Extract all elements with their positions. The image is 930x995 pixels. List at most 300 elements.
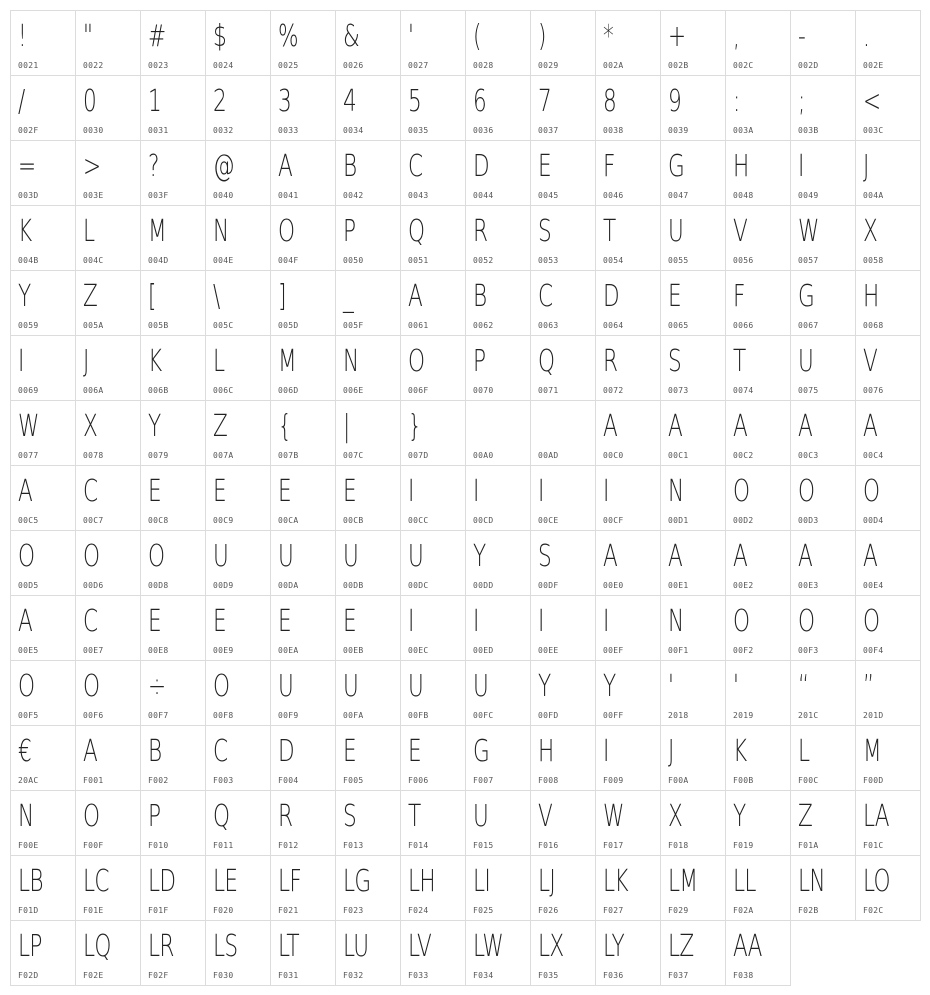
- glyph-cell: [140, 920, 206, 986]
- glyph-cell: [725, 270, 791, 336]
- glyph-sample: E: [148, 474, 161, 509]
- glyph-cell: [855, 270, 921, 336]
- glyph-sample: Y: [18, 279, 31, 314]
- glyph-codepoint: 00C1: [668, 451, 689, 460]
- glyph-codepoint: 004A: [863, 191, 884, 200]
- glyph-codepoint: 0027: [408, 61, 429, 70]
- glyph-sample: *: [603, 19, 614, 54]
- glyph-cell: [205, 270, 271, 336]
- glyph-cell: [10, 790, 76, 856]
- glyph-cell: [335, 400, 401, 466]
- glyph-sample: C: [408, 149, 423, 184]
- glyph-codepoint: 0044: [473, 191, 494, 200]
- glyph-codepoint: 0036: [473, 126, 494, 135]
- glyph-codepoint: F024: [408, 906, 429, 915]
- glyph-cell: [400, 400, 466, 466]
- glyph-sample: R: [603, 344, 618, 379]
- glyph-codepoint: F00F: [83, 841, 104, 850]
- glyph-cell: [75, 790, 141, 856]
- glyph-codepoint: 00F5: [18, 711, 39, 720]
- glyph-sample: LO: [863, 864, 890, 899]
- glyph-cell: [205, 530, 271, 596]
- glyph-codepoint: 0056: [733, 256, 754, 265]
- glyph-sample: 5: [408, 84, 422, 119]
- glyph-cell: [790, 660, 856, 726]
- glyph-cell: [335, 465, 401, 531]
- glyph-sample: K: [148, 344, 162, 379]
- glyph-codepoint: F023: [343, 906, 364, 915]
- glyph-cell: [725, 725, 791, 791]
- glyph-cell: [205, 75, 271, 141]
- glyph-codepoint: 00E3: [798, 581, 819, 590]
- glyph-cell: [725, 10, 791, 76]
- glyph-cell: [790, 855, 856, 921]
- glyph-codepoint: F036: [603, 971, 624, 980]
- glyph-codepoint: 00DF: [538, 581, 559, 590]
- glyph-sample: H: [863, 279, 879, 314]
- glyph-sample: (: [473, 19, 481, 54]
- glyph-sample: LM: [668, 864, 698, 899]
- glyph-cell: [205, 10, 271, 76]
- glyph-cell: [530, 725, 596, 791]
- glyph-cell: [725, 465, 791, 531]
- glyph-sample: ": [83, 19, 93, 54]
- glyph-sample: AA: [733, 929, 762, 964]
- glyph-sample: N: [668, 604, 684, 639]
- glyph-sample: LT: [278, 929, 299, 964]
- glyph-cell: [530, 855, 596, 921]
- glyph-cell: [205, 140, 271, 206]
- glyph-cell: [335, 660, 401, 726]
- glyph-codepoint: 0025: [278, 61, 299, 70]
- glyph-codepoint: 00FC: [473, 711, 494, 720]
- glyph-sample: I: [603, 604, 609, 639]
- glyph-cell: [790, 595, 856, 661]
- glyph-codepoint: 0043: [408, 191, 429, 200]
- glyph-cell: [595, 725, 661, 791]
- glyph-sample: D: [603, 279, 619, 314]
- glyph-sample: U: [408, 669, 424, 704]
- glyph-codepoint: 0067: [798, 321, 819, 330]
- glyph-codepoint: 00DD: [473, 581, 494, 590]
- glyph-sample: LV: [408, 929, 432, 964]
- glyph-cell: [660, 725, 726, 791]
- glyph-codepoint: 007A: [213, 451, 234, 460]
- glyph-sample: E: [343, 604, 356, 639]
- glyph-sample: A: [18, 604, 33, 639]
- glyph-sample: LP: [18, 929, 42, 964]
- glyph-codepoint: 003D: [18, 191, 39, 200]
- glyph-sample: C: [83, 604, 98, 639]
- glyph-sample: +: [668, 19, 686, 54]
- glyph-cell: [205, 920, 271, 986]
- glyph-cell: [10, 75, 76, 141]
- glyph-codepoint: 00D5: [18, 581, 39, 590]
- glyph-codepoint: F005: [343, 776, 364, 785]
- glyph-sample: X: [83, 409, 98, 444]
- glyph-codepoint: 0072: [603, 386, 624, 395]
- glyph-sample: I: [798, 149, 804, 184]
- glyph-codepoint: 00C7: [83, 516, 104, 525]
- glyph-codepoint: 007C: [343, 451, 364, 460]
- glyph-cell: [335, 530, 401, 596]
- glyph-codepoint: F031: [278, 971, 299, 980]
- glyph-cell: [205, 465, 271, 531]
- glyph-cell: [725, 140, 791, 206]
- glyph-codepoint: 00C4: [863, 451, 884, 460]
- glyph-cell: [335, 335, 401, 401]
- glyph-codepoint: 004D: [148, 256, 169, 265]
- glyph-sample: Y: [148, 409, 161, 444]
- glyph-cell: [335, 140, 401, 206]
- glyph-sample: J: [668, 734, 674, 769]
- glyph-codepoint: 00FA: [343, 711, 364, 720]
- glyph-codepoint: 00EC: [408, 646, 429, 655]
- glyph-codepoint: F032: [343, 971, 364, 980]
- glyph-cell: [725, 75, 791, 141]
- glyph-codepoint: 0050: [343, 256, 364, 265]
- glyph-codepoint: F02B: [798, 906, 819, 915]
- glyph-sample: X: [863, 214, 878, 249]
- glyph-codepoint: 00EB: [343, 646, 364, 655]
- glyph-cell: [75, 725, 141, 791]
- glyph-cell: [335, 205, 401, 271]
- glyph-codepoint: F034: [473, 971, 494, 980]
- glyph-cell: [10, 10, 76, 76]
- glyph-codepoint: 0031: [148, 126, 169, 135]
- glyph-codepoint: 00D2: [733, 516, 754, 525]
- glyph-sample: LQ: [83, 929, 111, 964]
- glyph-cell: [270, 920, 336, 986]
- glyph-cell: [530, 660, 596, 726]
- glyph-sample: LR: [148, 929, 174, 964]
- glyph-sample: U: [278, 669, 294, 704]
- glyph-sample: Z: [83, 279, 98, 314]
- glyph-cell: [75, 75, 141, 141]
- glyph-codepoint: 00C8: [148, 516, 169, 525]
- glyph-sample: Y: [538, 669, 551, 704]
- glyph-codepoint: 00DA: [278, 581, 299, 590]
- glyph-codepoint: 0053: [538, 256, 559, 265]
- glyph-codepoint: 00CA: [278, 516, 299, 525]
- glyph-sample: €: [18, 734, 32, 769]
- glyph-codepoint: 0070: [473, 386, 494, 395]
- glyph-sample: E: [278, 474, 291, 509]
- glyph-sample: ]: [278, 279, 286, 314]
- glyph-cell: [335, 725, 401, 791]
- glyph-cell: [530, 10, 596, 76]
- glyph-codepoint: 00FB: [408, 711, 429, 720]
- glyph-sample: ;: [798, 84, 805, 119]
- glyph-sample: K: [18, 214, 32, 249]
- glyph-cell: [595, 530, 661, 596]
- glyph-codepoint: 003E: [83, 191, 104, 200]
- glyph-sample: A: [278, 149, 293, 184]
- glyph-sample: Q: [213, 799, 230, 834]
- glyph-cell: [270, 140, 336, 206]
- glyph-sample: I: [603, 474, 609, 509]
- glyph-codepoint: 00E8: [148, 646, 169, 655]
- glyph-sample: M: [863, 734, 881, 769]
- glyph-cell: [530, 530, 596, 596]
- glyph-sample: N: [18, 799, 34, 834]
- glyph-cell: [465, 400, 531, 466]
- glyph-cell: [75, 855, 141, 921]
- glyph-cell: [790, 530, 856, 596]
- glyph-sample: J: [83, 344, 89, 379]
- glyph-cell: [400, 920, 466, 986]
- glyph-cell: [75, 660, 141, 726]
- glyph-sample: LI: [473, 864, 490, 899]
- glyph-codepoint: F02F: [148, 971, 169, 980]
- glyph-codepoint: 00C0: [603, 451, 624, 460]
- glyph-codepoint: 00C3: [798, 451, 819, 460]
- glyph-sample: U: [473, 669, 489, 704]
- glyph-cell: [205, 790, 271, 856]
- glyph-codepoint: 0029: [538, 61, 559, 70]
- glyph-codepoint: F01A: [798, 841, 819, 850]
- glyph-cell: [75, 920, 141, 986]
- glyph-cell: [595, 75, 661, 141]
- glyph-codepoint: 00C2: [733, 451, 754, 460]
- glyph-codepoint: F013: [343, 841, 364, 850]
- glyph-codepoint: 0048: [733, 191, 754, 200]
- glyph-sample: =: [18, 149, 36, 184]
- glyph-codepoint: 007B: [278, 451, 299, 460]
- glyph-codepoint: 201D: [863, 711, 884, 720]
- glyph-sample: I: [603, 734, 609, 769]
- glyph-cell: [205, 595, 271, 661]
- glyph-codepoint: 002E: [863, 61, 884, 70]
- glyph-sample: LW: [473, 929, 503, 964]
- glyph-codepoint: 002A: [603, 61, 624, 70]
- glyph-codepoint: 0037: [538, 126, 559, 135]
- glyph-cell: [335, 595, 401, 661]
- glyph-cell: [660, 855, 726, 921]
- glyph-sample: LU: [343, 929, 369, 964]
- glyph-codepoint: 00C5: [18, 516, 39, 525]
- glyph-codepoint: F030: [213, 971, 234, 980]
- glyph-codepoint: 003B: [798, 126, 819, 135]
- glyph-codepoint: 0051: [408, 256, 429, 265]
- glyph-sample: LD: [148, 864, 176, 899]
- glyph-sample: O: [148, 539, 165, 574]
- glyph-codepoint: F037: [668, 971, 689, 980]
- glyph-cell: [400, 530, 466, 596]
- glyph-cell: [205, 335, 271, 401]
- glyph-codepoint: F015: [473, 841, 494, 850]
- glyph-sample: LB: [18, 864, 43, 899]
- glyph-cell: [855, 140, 921, 206]
- glyph-sample: LJ: [538, 864, 555, 899]
- glyph-cell: [140, 855, 206, 921]
- glyph-sample: W: [18, 409, 39, 444]
- glyph-cell: [10, 660, 76, 726]
- glyph-sample: O: [798, 604, 815, 639]
- glyph-cell: [725, 660, 791, 726]
- glyph-codepoint: F01D: [18, 906, 39, 915]
- glyph-cell: [465, 270, 531, 336]
- glyph-codepoint: F02A: [733, 906, 754, 915]
- glyph-cell: [595, 465, 661, 531]
- glyph-sample: Z: [798, 799, 813, 834]
- glyph-sample: N: [343, 344, 359, 379]
- glyph-cell: [595, 335, 661, 401]
- glyph-codepoint: 0062: [473, 321, 494, 330]
- glyph-codepoint: F01F: [148, 906, 169, 915]
- glyph-sample: A: [408, 279, 423, 314]
- glyph-cell: [400, 205, 466, 271]
- glyph-codepoint: 0021: [18, 61, 39, 70]
- glyph-cell: [140, 335, 206, 401]
- glyph-codepoint: F010: [148, 841, 169, 850]
- glyph-cell: [790, 140, 856, 206]
- glyph-cell: [790, 790, 856, 856]
- glyph-codepoint: 0032: [213, 126, 234, 135]
- glyph-cell: [725, 335, 791, 401]
- glyph-codepoint: 0076: [863, 386, 884, 395]
- glyph-cell: [10, 205, 76, 271]
- glyph-cell: [10, 855, 76, 921]
- glyph-sample: I: [538, 474, 544, 509]
- glyph-sample: G: [798, 279, 815, 314]
- glyph-sample: P: [343, 214, 356, 249]
- glyph-cell: [10, 725, 76, 791]
- glyph-cell: [10, 920, 76, 986]
- glyph-codepoint: 0038: [603, 126, 624, 135]
- glyph-cell: [400, 660, 466, 726]
- glyph-sample: Z: [213, 409, 228, 444]
- glyph-sample: :: [733, 84, 740, 119]
- glyph-codepoint: 0079: [148, 451, 169, 460]
- glyph-codepoint: F00B: [733, 776, 754, 785]
- glyph-sample: LA: [863, 799, 889, 834]
- glyph-codepoint: 00F8: [213, 711, 234, 720]
- glyph-codepoint: 0047: [668, 191, 689, 200]
- glyph-sample: [: [148, 279, 156, 314]
- glyph-sample: H: [733, 149, 749, 184]
- glyph-cell: [530, 140, 596, 206]
- glyph-cell: [270, 75, 336, 141]
- glyph-codepoint: F012: [278, 841, 299, 850]
- glyph-codepoint: 0054: [603, 256, 624, 265]
- glyph-sample: ?: [148, 149, 159, 184]
- glyph-sample: O: [83, 539, 100, 574]
- glyph-codepoint: F009: [603, 776, 624, 785]
- glyph-codepoint: 00F1: [668, 646, 689, 655]
- glyph-cell: [855, 75, 921, 141]
- glyph-sample: <: [863, 84, 881, 119]
- glyph-cell: [660, 465, 726, 531]
- glyph-codepoint: 00D1: [668, 516, 689, 525]
- glyph-sample: LE: [213, 864, 238, 899]
- glyph-cell: [595, 400, 661, 466]
- glyph-codepoint: F014: [408, 841, 429, 850]
- glyph-cell: [10, 595, 76, 661]
- glyph-cell: [855, 530, 921, 596]
- glyph-sample: C: [538, 279, 553, 314]
- glyph-sample: S: [343, 799, 356, 834]
- glyph-sample: V: [863, 344, 878, 379]
- glyph-codepoint: 00C9: [213, 516, 234, 525]
- glyph-cell: [530, 205, 596, 271]
- glyph-sample: LL: [733, 864, 756, 899]
- glyph-cell: [660, 400, 726, 466]
- glyph-cell: [855, 725, 921, 791]
- glyph-sample: ': [668, 669, 674, 704]
- glyph-codepoint: 0045: [538, 191, 559, 200]
- glyph-cell: [140, 75, 206, 141]
- glyph-sample: P: [473, 344, 486, 379]
- glyph-sample: ,: [733, 19, 740, 54]
- glyph-codepoint: F001: [83, 776, 104, 785]
- glyph-codepoint: F02E: [83, 971, 104, 980]
- glyph-sample: P: [148, 799, 161, 834]
- glyph-codepoint: 00E1: [668, 581, 689, 590]
- glyph-sample: 0: [83, 84, 97, 119]
- glyph-cell: [205, 725, 271, 791]
- glyph-cell: [75, 140, 141, 206]
- glyph-codepoint: 0040: [213, 191, 234, 200]
- glyph-codepoint: F02C: [863, 906, 884, 915]
- glyph-sample: A: [733, 409, 748, 444]
- glyph-sample: “: [798, 669, 809, 704]
- glyph-codepoint: 00D4: [863, 516, 884, 525]
- glyph-cell: [140, 790, 206, 856]
- glyph-sample: O: [733, 604, 750, 639]
- glyph-sample: 8: [603, 84, 617, 119]
- glyph-codepoint: 00CC: [408, 516, 429, 525]
- glyph-cell: [725, 790, 791, 856]
- glyph-sample: U: [668, 214, 684, 249]
- glyph-cell: [205, 205, 271, 271]
- glyph-cell: [465, 855, 531, 921]
- glyph-codepoint: F038: [733, 971, 754, 980]
- glyph-sample: Q: [408, 214, 425, 249]
- glyph-sample: B: [343, 149, 357, 184]
- glyph-sample: A: [18, 474, 33, 509]
- glyph-cell: [205, 855, 271, 921]
- glyph-sample: ': [408, 19, 414, 54]
- glyph-sample: O: [83, 799, 100, 834]
- glyph-sample: O: [18, 669, 35, 704]
- glyph-sample: W: [603, 799, 624, 834]
- glyph-codepoint: F011: [213, 841, 234, 850]
- glyph-sample: E: [408, 734, 421, 769]
- glyph-cell: [790, 10, 856, 76]
- glyph-sample: S: [538, 539, 551, 574]
- glyph-codepoint: 0026: [343, 61, 364, 70]
- glyph-sample: O: [733, 474, 750, 509]
- glyph-cell: [530, 400, 596, 466]
- glyph-codepoint: 00D9: [213, 581, 234, 590]
- glyph-codepoint: F008: [538, 776, 559, 785]
- glyph-cell: [10, 335, 76, 401]
- glyph-codepoint: F006: [408, 776, 429, 785]
- glyph-codepoint: 00FD: [538, 711, 559, 720]
- glyph-cell: [855, 400, 921, 466]
- glyph-sample: U: [408, 539, 424, 574]
- glyph-codepoint: 002B: [668, 61, 689, 70]
- glyph-cell: [335, 855, 401, 921]
- glyph-cell: [465, 205, 531, 271]
- glyph-cell: [400, 465, 466, 531]
- glyph-codepoint: 00AD: [538, 451, 559, 460]
- glyph-sample: |: [343, 409, 350, 444]
- glyph-cell: [400, 855, 466, 921]
- glyph-cell: [75, 400, 141, 466]
- glyph-sample: Q: [538, 344, 555, 379]
